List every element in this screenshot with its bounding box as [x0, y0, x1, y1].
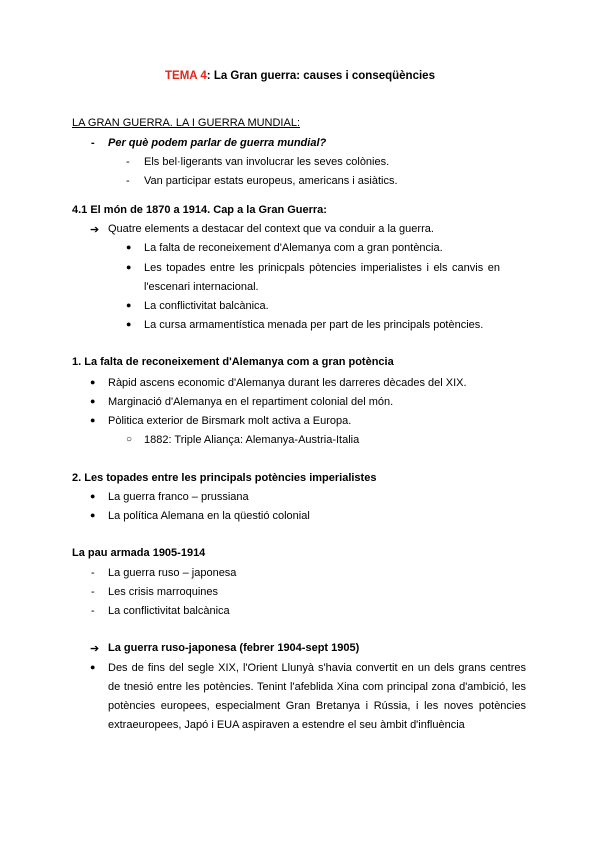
- list-item-continuation: l'escenari internacional.: [144, 281, 259, 293]
- list-item: La guerra ruso – japonesa: [108, 567, 237, 579]
- bullet-icon: ●: [90, 415, 96, 425]
- list-item: La guerra franco – prussiana: [108, 491, 249, 503]
- list-item: La cursa armamentística menada per part de les principals potències.: [144, 319, 484, 331]
- bullet-icon: ●: [90, 510, 96, 520]
- section-heading-4-1: 4.1 El món de 1870 a 1914. Cap a la Gran Guerra:: [72, 204, 327, 216]
- list-item: Van participar estats europeus, americans i asiàtics.: [144, 175, 398, 187]
- list-item: Quatre elements a destacar del context que va conduir a la guerra.: [108, 223, 434, 235]
- dash-marker: -: [126, 156, 130, 168]
- bullet-icon: ●: [126, 319, 132, 329]
- list-item: Els bel·ligerants van involucrar les seves colònies.: [144, 156, 390, 168]
- bullet-icon: ●: [90, 396, 96, 406]
- dash-marker: -: [91, 137, 95, 149]
- paragraph-line: de tnesió entre les potències. Tenint l'afeblida Xina com principal zona d'ambició, les: [108, 681, 526, 693]
- list-item: Les crisis marroquines: [108, 586, 219, 598]
- title-prefix: TEMA 4: [165, 70, 207, 82]
- bullet-icon: ●: [126, 300, 132, 310]
- sub-list-item: 1882: Triple Aliança: Alemanya-Austria-Italia: [144, 434, 360, 446]
- title-rest: La Gran guerra: causes i conseqüències: [210, 70, 435, 82]
- paragraph-line: extraeuropees, Japó i EUA aspiraven a estendre el seu àmbit d'influència: [108, 719, 465, 731]
- list-item: Ràpid ascens economic d'Alemanya durant les darreres dècades del XIX.: [108, 377, 467, 389]
- title-colon: :: [206, 70, 211, 82]
- list-item: La conflictivitat balcànica.: [144, 300, 269, 312]
- page-title: [0, 70, 600, 82]
- section-heading-guerra-ruso-japonesa: La guerra ruso-japonesa (febrer 1904-sept 1905): [108, 642, 360, 654]
- list-item: La conflictivitat balcànica: [108, 605, 230, 617]
- dash-marker: -: [91, 586, 95, 598]
- paragraph-line: Des de fins del segle XIX, l'Orient Llunyà s'havia convertit en un dels grans centres: [108, 662, 526, 674]
- list-item: La política Alemana en la qüestió colonial: [108, 510, 310, 522]
- circle-icon: ○: [126, 434, 133, 445]
- bullet-icon: ●: [126, 262, 132, 272]
- section-heading-pau-armada: La pau armada 1905-1914: [72, 547, 206, 559]
- section-heading-gran-guerra: LA GRAN GUERRA. LA I GUERRA MUNDIAL:: [72, 117, 301, 129]
- bullet-icon: ●: [126, 242, 132, 252]
- dash-marker: -: [91, 567, 95, 579]
- list-item: La falta de reconeixement d'Alemanya com a gran pontència.: [144, 242, 443, 254]
- paragraph-line: potències europees, especialment Gran Bretanya i Rússia, i les noves potències: [108, 700, 526, 712]
- dash-marker: -: [126, 175, 130, 187]
- section-heading-1: 1. La falta de reconeixement d'Alemanya com a gran potència: [72, 356, 394, 368]
- list-item: Marginació d'Alemanya en el repartiment colonial del món.: [108, 396, 394, 408]
- question-line: Per què podem parlar de guerra mundial?: [108, 137, 327, 149]
- arrow-icon: ➔: [90, 224, 100, 236]
- list-item: Pòlitica exterior de Birsmark molt activa a Europa.: [108, 415, 352, 427]
- arrow-icon: ➔: [90, 643, 100, 655]
- bullet-icon: ●: [90, 662, 96, 672]
- list-item: Les topades entre les prinicpals pòtencies imperialistes i els canvis en: [144, 262, 500, 274]
- dash-marker: -: [91, 605, 95, 617]
- bullet-icon: ●: [90, 491, 96, 501]
- section-heading-2: 2. Les topades entre les principals potències imperialistes: [72, 472, 377, 484]
- bullet-icon: ●: [90, 377, 96, 387]
